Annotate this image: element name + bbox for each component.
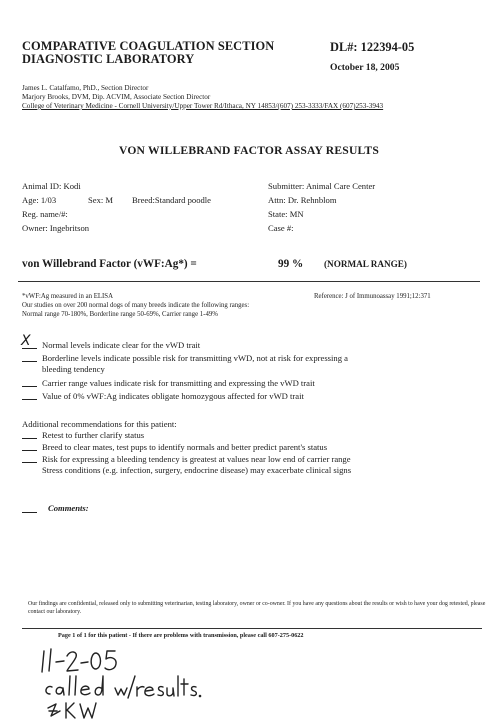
- comments-label: Comments:: [48, 503, 89, 513]
- vwf-result-label: von Willebrand Factor (vWF:Ag*) =: [22, 258, 197, 270]
- elisa-note: *vWF:Ag measured in an ELISA: [22, 293, 113, 300]
- reference-note: Reference: J of Immunoassay 1991;12:371: [314, 293, 431, 300]
- recommendations-heading: Additional recommendations for this patient:: [22, 419, 177, 429]
- lab-title-line2: DIAGNOSTIC LABORATORY: [22, 52, 195, 66]
- animal-sex: Sex: M: [88, 195, 114, 205]
- submitter: Submitter: Animal Care Center: [268, 181, 376, 191]
- page-line: Page 1 of 1 for this patient - If there are problems with transmission, please call 607-275-0622: [58, 632, 304, 639]
- animal-breed: Breed:Standard poodle: [132, 195, 211, 205]
- confidentiality-footer: Our findings are confidential, released only to submitting veterinarian, testing laboratory, owner or co-owner. If you have any questions about the results or wish to have your dog retested, please contact our laboratory.: [28, 601, 486, 615]
- rec-risk: Risk for expressing a bleeding tendency is greatest at values near low end of carrier range: [42, 454, 351, 464]
- case-number: Case #:: [268, 223, 294, 233]
- state: State: MN: [268, 209, 304, 219]
- studies-note: Our studies on over 200 normal dogs of many breeds indicate the following ranges:: [22, 302, 250, 309]
- dl-number: DL#: 122394-05: [330, 40, 415, 54]
- lab-title-line1: COMPARATIVE COAGULATION SECTION: [22, 39, 275, 53]
- attn: Attn: Dr. Rehnblom: [268, 195, 337, 205]
- owner: Owner: Ingebritson: [22, 223, 90, 233]
- interp-normal: Normal levels indicate clear for the vWD trait: [42, 340, 201, 350]
- reg-name: Reg. name/#:: [22, 209, 68, 219]
- ranges-note: Normal range 70-180%, Borderline range 50-69%, Carrier range 1-49%: [22, 311, 218, 318]
- staff-line-associate: Marjory Brooks, DVM, Dip. ACVIM, Associate Section Director: [22, 93, 211, 101]
- rec-breed: Breed to clear mates, test pups to identify normals and better predict parent's status: [42, 442, 328, 452]
- vwf-result-value: 99 %: [278, 258, 304, 270]
- rec-retest: Retest to further clarify status: [42, 430, 145, 440]
- checkmark: X: [21, 333, 31, 349]
- animal-id: Animal ID: Kodi: [22, 181, 81, 191]
- interp-carrier: Carrier range values indicate risk for transmitting and expressing the vWD trait: [42, 378, 315, 388]
- staff-line-director: James L. Catalfamo, PhD., Section Director: [22, 84, 149, 92]
- interp-borderline-cont: bleeding tendency: [42, 364, 105, 374]
- animal-age: Age: 1/03: [22, 195, 57, 205]
- interp-borderline: Borderline levels indicate possible risk for transmitting vWD, not at risk for expressing a: [42, 353, 348, 363]
- rec-stress: Stress conditions (e.g. infection, surgery, endocrine disease) may exacerbate clinical signs: [42, 465, 352, 475]
- report-title: VON WILLEBRAND FACTOR ASSAY RESULTS: [119, 144, 379, 157]
- vwf-result-range: (NORMAL RANGE): [324, 259, 407, 269]
- interp-affected: Value of 0% vWF:Ag indicates obligate homozygous affected for vWD trait: [42, 391, 304, 401]
- staff-line-address: College of Veterinary Medicine - Cornell University/Upper Tower Rd/Ithaca, NY 14853/(607) 253-3333/FAX (607)253-3943: [22, 102, 384, 110]
- report-date: October 18, 2005: [330, 62, 400, 73]
